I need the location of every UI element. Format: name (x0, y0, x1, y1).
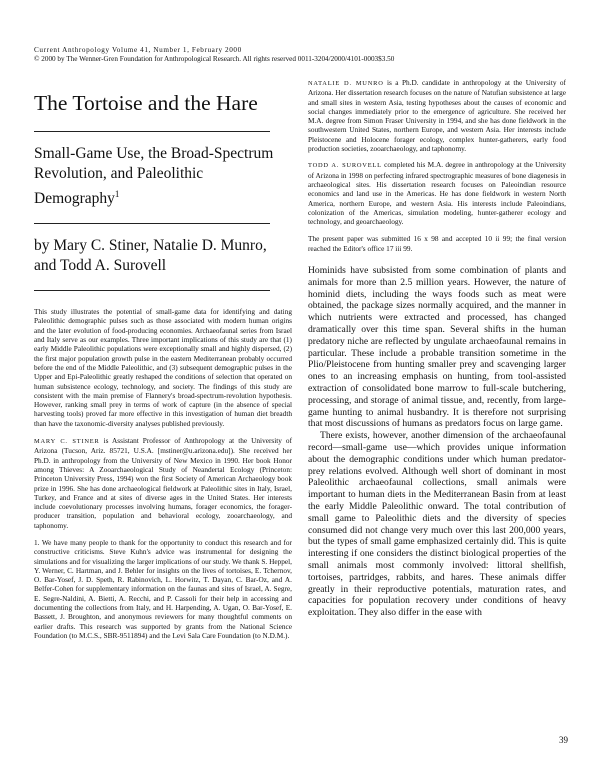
abstract (34, 307, 292, 428)
bio-name: MARY C. STINER (34, 438, 100, 446)
submission-note: The present paper was submitted 16 x 98 and accepted 10 ii 99; the final version reached the Editor's office 17 iii 99. (308, 234, 566, 253)
article-title: The Tortoise and the Hare (34, 91, 258, 115)
body-paragraph: There exists, however, another dimension of the archaeofaunal record—small-game use—which provides unique information about the demographic conditions under which human predator-prey relations evolved. Although well short of dominant in most Paleolithic archaeofaunal collections, small animals were important to human diets in the Mediterranean Basin from at least the early Middle Paleolithic onward. The total contribution of small game to Paleolithic diets and the diversity of species consumed did not change very much over this last 200,000 years, but the types of small game emphasized certainly did. This is quite interesting if one considers the distinct biological properties of the small animals most commonly involved: littoral shellfish, tortoises, partridges, rabbits, and hares. These animals differ greatly in their reproductive potentials, maturation rates, and capacities for population recovery under conditions of heavy exploitation. They also differ in the ease with (308, 430, 566, 619)
bio-name: TODD A. SUROVELL (308, 162, 382, 170)
body-text (308, 265, 566, 619)
article-authors: by Mary C. Stiner, Natalie D. Munro, and Todd A. Surovell (34, 237, 267, 275)
subtitle-text: Small-Game Use, the Broad-Spectrum Revolution, and Paleolithic Demography (34, 145, 274, 208)
subtitle-footnote-mark: 1 (114, 189, 120, 199)
body-paragraph: Hominids have subsisted from some combination of plants and animals for more than 2.5 million years. However, the nature of hominid diets, including the ways foods such as meat were obtained, the package sizes normally acquired, and the manner in which nutrients were extracted and processed, has changed dramatically over this time span. Several shifts in the human predatory niche are reflected by ungulate archaeofaunal remains in particular. These include a probable transition sometime in the Plio/Pleistocene from hunting smaller prey and scavenging larger ones to an increasing emphasis on hunting, from tool-assisted extraction of consolidated bone marrow to full-scale butchering, processing, and storage of animal tissue, and, recently, from large-game hunting to animal husbandry. It is therefore not surprising that most discussions of humans as predators focus on large game. (308, 265, 566, 430)
author-bio-stiner (34, 436, 292, 530)
bio-text: completed his M.A. degree in anthropology at the University of Arizona in 1998 on perfecting infrared spectrographic measures of bone diagenesis in archaeological sites. His dissertation research focuses on Paleoindian resource economics and land use in the Americas. He has done fieldwork in western North America, northern Europe, and western Asia. His interests include Paleoindians, colonization of the Americas, simulation modeling, hunter-gatherer ecology and technology, and geoarchaeology. (308, 160, 566, 227)
subtitle-rule (34, 223, 270, 224)
article-subtitle (34, 144, 292, 209)
title-rule (34, 131, 270, 132)
page-number: 39 (559, 735, 568, 745)
bio-text: is Assistant Professor of Anthropology at the University of Arizona (Tucson, Ariz. 85721, U.S.A. [mstiner@u.arizona.edu]). She received her Ph.D. in anthropology from the University of New Mexico in 1990. Her book Honor among Thieves: A Zooarchaeological Study of Neandertal Ecology (Princeton: Princeton University Press, 1994) won the first Society of American Archaeology book prize in 1996. She has done archaeological fieldwork at Paleolithic sites in Italy, Israel, Turkey, and France and at sites of diverse ages in the United States. Her interests include coevolutionary processes involving humans, forager economics, the forager-producer transition, population and behavioral ecology, zooarchaeology, and taphonomy. (34, 436, 292, 530)
left-column (34, 90, 292, 640)
journal-header (34, 46, 574, 64)
author-bios-continued (308, 78, 566, 226)
abstract-text: This study illustrates the potential of small-game data for identifying and dating Paleolithic demographic pulses such as those associated with modern human origins and the later evolution of food-producing economies. Archaeofaunal series from Israel and Italy serve as our examples. Three important implications of this study are that (1) early Middle Paleolithic populations were exceptionally small and highly dispersed, (2) the first major population growth pulse in the eastern Mediterranean probably occurred before the end of the Middle Paleolithic, and (3) subsequent demographic pulses in the Upper and Epi-Paleolithic greatly reshaped the conditions of selection that operated on human subsistence ecology, technology, and society. The findings of this study are consistent with the main premise of Flannery's broad-spectrum-revolution hypothesis. However, ranking small prey in terms of work of capture (in the absence of special harvesting tools) proved far more effective in this investigation of human diet breadth than have the taxonomic-diversity analyses published previously. (34, 307, 292, 428)
bio-text: is a Ph.D. candidate in anthropology at the University of Arizona. Her dissertation research focuses on the nature of Natufian subsistence at large and small sites in western Asia, testing hypotheses about the causes of economic and social changes immediately prior to the emergence of agriculture. She received her M.A. degree from Simon Fraser University in 1994, and she has done fieldwork in the southwestern United States, northern Europe, and western Asia. Her interests include Pleistocene and Holocene forager ecology, complex hunter-gatherers, early food production societies, zooarchaeology, and taphonomy. (308, 78, 566, 154)
bio-name: NATALIE D. MUNRO (308, 80, 384, 87)
authors-rule (34, 290, 270, 291)
right-column (308, 78, 566, 619)
copyright-line: © 2000 by The Wenner-Gren Foundation for Anthropological Research. All rights reserved 0011-3204/2000/4101-0003$3.50 (34, 55, 395, 63)
acknowledgment-footnote: 1. We have many people to thank for the opportunity to conduct this research and for constructive criticisms. Steve Kuhn's advice was instrumental for designing the simulations and for visualizing the larger implications of our study. We thank S. Heppel, Y. Werner, C. Hartman, and J. Behler for insights on the lives of tortoises, E. Tchernov, O. Bar-Yosef, J. D. Speth, R. Rabinovich, L. Horwitz, T. Dayan, C. Bar-Oz, and A. Belfer-Cohen for supplementary information on the faunas and sites of Israel, A. Segre, E. Segre-Naldini, A. Bietti, A. Recchi, and P. Cassoli for their help in accessing and documenting the collections from Italy, and H. Harpending, A. Ugan, O. Bar-Yosef, E. Bassett, J. Broughton, and anonymous reviewers for many thoughtful comments on earlier drafts. This research was supported by grants from the National Science Foundation (to M.C.S., SBR-9511894) and the Levi Sala Care Foundation (to N.D.M.). (34, 537, 292, 640)
journal-line: Current Anthropology Volume 41, Number 1, February 2000 (34, 46, 242, 54)
